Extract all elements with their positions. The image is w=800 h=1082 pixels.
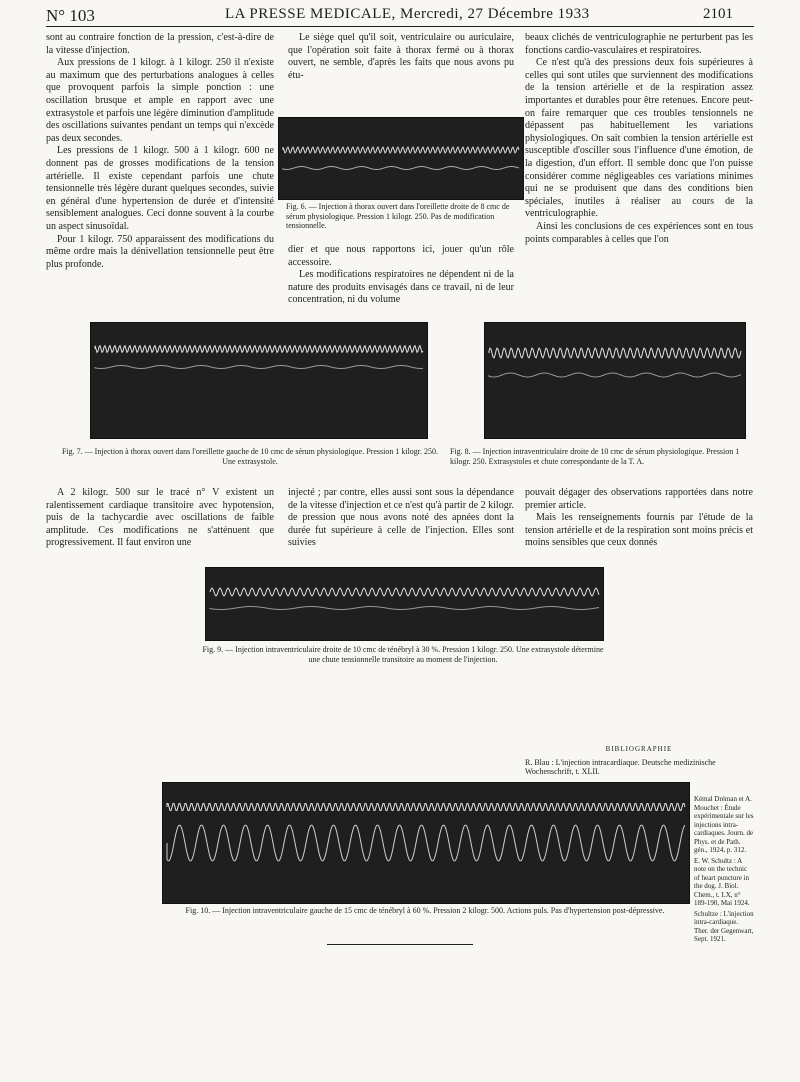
figure-6-caption: Fig. 6. — Injection à thorax ouvert dans l'oreillette droite de 8 cmc de sérum physiologique. Pression 1 kilogr. 250. Pas de modification tensionnelle. bbox=[286, 202, 510, 231]
paragraph: dier et que nous rapportons ici, jouer qu'un rôle accessoire. bbox=[288, 244, 514, 268]
pressure-trace-line bbox=[167, 804, 685, 811]
paragraph: Aux pressions de 1 kilogr. à 1 kilogr. 250 il n'existe au maximum que des perturbations analogues à celles que provoquent parfois la simple ponction : une oscillation brusque et ample en rapport avec une extrasystole et parfois une légère diminution d'amplitude des oscillations suivantes pendant un temps qui n'excède pas deux secondes. bbox=[46, 57, 274, 144]
paragraph: Ce n'est qu'à des pressions deux fois supérieures à celles qui sont utiles que surviennent des modifications de la tension artérielle et de la respiration assez importantes et durables pour être retenues. Encore peut-on faire remarquer que ces troubles tensionnels ne dépassent pas habituellement les variations physiologiques. On sait combien la tension artérielle est susceptible d'osciller sous l'influence d'une émotion, de la digestion, d'un effort. Il semble donc que l'on puisse considérer comme négligeables ces variations minimes qui ne se produisent que dans des conditions bien spéciales, inutiles à réaliser au cours de la ventriculographie. bbox=[525, 57, 753, 220]
figure-6-svg bbox=[279, 118, 523, 199]
figure-7-caption: Fig. 7. — Injection à thorax ouvert dans l'oreillette gauche de 10 cmc de sérum physiologique. Pression 1 kilogr. 250. Une extrasystole. bbox=[61, 447, 439, 466]
bibliography-item: E. W. Schultz : A note on the technic of heart puncture in the dog. J. Biol. Chem., t. LX, n° 189-190, Mai 1924. bbox=[694, 856, 750, 907]
paragraph: sont au contraire fonction de la pression, c'est-à-dire de la vitesse d'injection. bbox=[46, 32, 274, 56]
paragraph: pouvait dégager des observations rapportées dans notre premier article. bbox=[525, 487, 753, 511]
paragraph: beaux clichés de ventriculographie ne perturbent pas les fonctions cardio-vasculaires et respiratoires. bbox=[525, 32, 753, 56]
column-2-lower bbox=[288, 672, 514, 780]
figure-10-caption: Fig. 10. — Injection intraventriculaire gauche de 15 cmc de ténébryl à 60 %. Pression 2 kilogr. 500. Actions puls. Pas d'hypertension post-dépressive. bbox=[185, 906, 665, 915]
bibliography-heading: BIBLIOGRAPHIE bbox=[605, 745, 673, 753]
issue-number: N° 103 bbox=[46, 6, 95, 25]
bibliography-item: R. Blau : L'injection intracardiaque. Deutsche medizinische Wochenschrift, t. XLII. bbox=[525, 757, 716, 777]
figure-9-svg bbox=[206, 568, 603, 640]
paragraph: A 2 kilogr. 500 sur le tracé n° V existent un ralentissement cardiaque transitoire avec hypotension, puis de la tachycardie avec oscillations de faible amplitude. Ces modifications ne s'atténuent que progressivement. Il faut environ une bbox=[46, 487, 274, 549]
paragraph: Les pressions de 1 kilogr. 500 à 1 kilogr. 600 ne donnent pas de grosses modifications de la tension artérielle. Il existe cependant parfois une chute tensionnelle très légère durant quelques secondes, suivie en général d'une hypertension de durée et d'intensité sensiblement analogues. Ceci donne souvent à la courbe un aspect sinusoïdal. bbox=[46, 145, 274, 232]
paragraph: Les modifications respiratoires ne dépendent ni de la nature des produits envisagés dans ce travail, ni de leur concentration, ni du volume bbox=[288, 269, 514, 306]
figure-6-trace bbox=[278, 117, 524, 200]
respiration-trace-line bbox=[210, 607, 599, 610]
paragraph: Pour 1 kilogr. 750 apparaissent des modifications du même ordre mais la dénivellation tensionnelle peut être plus profonde. bbox=[46, 233, 274, 270]
bibliography bbox=[525, 745, 753, 779]
figure-10-svg bbox=[163, 783, 689, 903]
respiration-trace-line bbox=[489, 373, 741, 377]
bibliography-item: Schultze : L'injection intra-cardiaque. Ther. der Gegenwart, Sept. 1921. bbox=[694, 909, 754, 943]
figure-10-trace bbox=[162, 782, 690, 904]
column-2-mid-lower bbox=[288, 487, 514, 565]
pressure-trace-line bbox=[210, 588, 599, 596]
bibliography-item: Kémal Dréman et A. Mouchet : Étude expérimentale sur les injections intra-cardiaques. Journ. de Phys. et de Path. gén., 1924, p. 312. bbox=[694, 795, 754, 854]
figure-9-caption: Fig. 9. — Injection intraventriculaire droite de 10 cmc de ténébryl à 30 %. Pression 1 kilogr. 250. Une extrasystole détermine une chute tensionnelle transitoire au moment de l'injection. bbox=[202, 645, 604, 664]
column-3-top bbox=[525, 32, 753, 314]
paragraph: Ainsi les conclusions de ces expériences sont en tous points comparables à celles que l'on bbox=[525, 220, 753, 245]
column-3-mid bbox=[525, 487, 753, 565]
figure-8-trace bbox=[484, 322, 746, 439]
figure-9-trace bbox=[205, 567, 604, 641]
column-3-lower bbox=[612, 567, 753, 763]
paragraph: Le siège quel qu'il soit, ventriculaire ou auriculaire, que l'opération soit faite à thorax fermé ou à thorax ouvert, ne semble, d'après les faits que nous avons pu étu- bbox=[288, 32, 514, 81]
figure-8-svg bbox=[485, 323, 745, 438]
paragraph: Mais les renseignements fournis par l'étude de la tension artérielle et de la respiration sont moins précis et moins sensibles que ceux donnés bbox=[525, 512, 753, 549]
pressure-trace-line bbox=[283, 147, 519, 153]
figure-7-svg bbox=[91, 323, 427, 438]
journal-title: LA PRESSE MEDICALE, Mercredi, 27 Décembre 1933 bbox=[225, 6, 590, 22]
figure-7-trace bbox=[90, 322, 428, 439]
column-2-top bbox=[288, 32, 514, 112]
respiration-trace-line bbox=[95, 366, 423, 369]
header-rule bbox=[46, 26, 754, 27]
pressure-trace-line bbox=[489, 348, 741, 358]
end-rule bbox=[327, 944, 473, 945]
column-1-top bbox=[46, 32, 274, 342]
figure-8-caption: Fig. 8. — Injection intraventriculaire droite de 10 cmc de sérum physiologique. Pression 1 kilogr. 250. Extrasystoles et chute correspondante de la T. A. bbox=[450, 447, 740, 466]
paragraph: injecté ; par contre, elles aussi sont sous la dépendance de la vitesse d'injection et ce n'est qu'à partir de 2 kilogr. de pression que nous avons noté des apnées dont la durée fut supérieure à celle de l'injection. Elles sont suivies bbox=[288, 487, 514, 549]
page-number: 2101 bbox=[703, 6, 733, 22]
bibliography-continued bbox=[694, 795, 754, 946]
pressure-trace-line bbox=[95, 346, 423, 353]
respiration-trace-line bbox=[283, 167, 519, 170]
column-2-mid bbox=[288, 244, 514, 314]
column-1-mid bbox=[46, 487, 274, 565]
respiration-trace-line bbox=[167, 825, 685, 861]
